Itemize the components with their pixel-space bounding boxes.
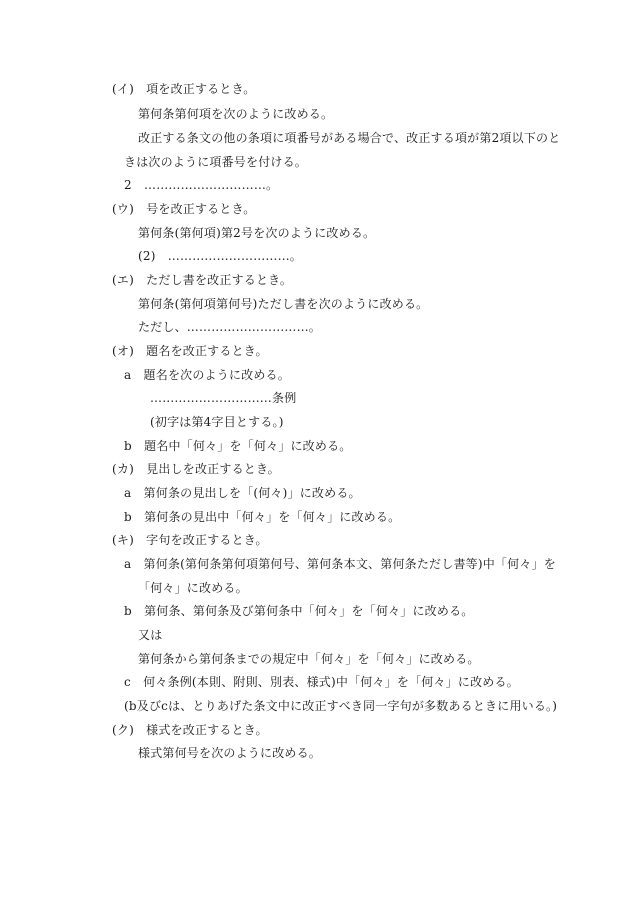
body-line: …………………………条例 — [150, 391, 297, 405]
body-line: 様式第何号を次のように改める。 — [138, 746, 322, 760]
sub-item-b: b 第何条の見出中「何々」を「何々」に改める。 — [124, 510, 401, 524]
sub-item-c: c 何々条例(本則、附則、別表、様式)中「何々」を「何々」に改める。 — [124, 675, 519, 689]
note-line: (b及びcは、とりあげた条文中に改正すべき同一字句が多数あるときに用いる。) — [124, 699, 558, 713]
body-line: きは次のように項番号を付ける。 — [124, 155, 308, 169]
heading-ki: (キ) 字句を改正するとき。 — [112, 533, 268, 547]
heading-o: (オ) 題名を改正するとき。 — [112, 344, 268, 358]
heading-ka: (カ) 見出しを改正するとき。 — [112, 462, 280, 476]
sub-item-a: a 第何条(第何条第何項第何号、第何条本文、第何条ただし書等)中「何々」を — [124, 557, 556, 571]
body-line: 2 …………………………。 — [124, 178, 279, 192]
sub-item-b: b 題名中「何々」を「何々」に改める。 — [124, 439, 352, 453]
body-line: ただし、…………………………。 — [138, 320, 322, 334]
body-line: 又は — [138, 628, 163, 642]
body-line: 改正する条文の他の条項に項番号がある場合で、改正する項が第2項以下のと — [138, 131, 561, 145]
heading-ku: (ク) 様式を改正するとき。 — [112, 723, 268, 737]
sub-item-a: a 第何条の見出しを「(何々)」に改める。 — [124, 486, 361, 500]
body-line: 第何条(第何項第何号)ただし書を次のように改める。 — [138, 297, 429, 311]
heading-i: (イ) 項を改正するとき。 — [112, 82, 256, 96]
heading-u: (ウ) 号を改正するとき。 — [112, 202, 256, 216]
body-line: 第何条(第何項)第2号を次のように改める。 — [138, 226, 376, 240]
body-line: 「何々」に改める。 — [138, 581, 248, 595]
body-line: (2) …………………………。 — [138, 249, 302, 263]
heading-e: (エ) ただし書を改正するとき。 — [112, 273, 293, 287]
body-line: 第何条から第何条までの規定中「何々」を「何々」に改める。 — [138, 652, 480, 666]
sub-item-b: b 第何条、第何条及び第何条中「何々」を「何々」に改める。 — [124, 604, 474, 618]
sub-item-a: a 題名を次のように改める。 — [124, 368, 290, 382]
body-line: 第何条第何項を次のように改める。 — [138, 107, 334, 121]
body-line: (初字は第4字目とする。) — [150, 415, 284, 429]
